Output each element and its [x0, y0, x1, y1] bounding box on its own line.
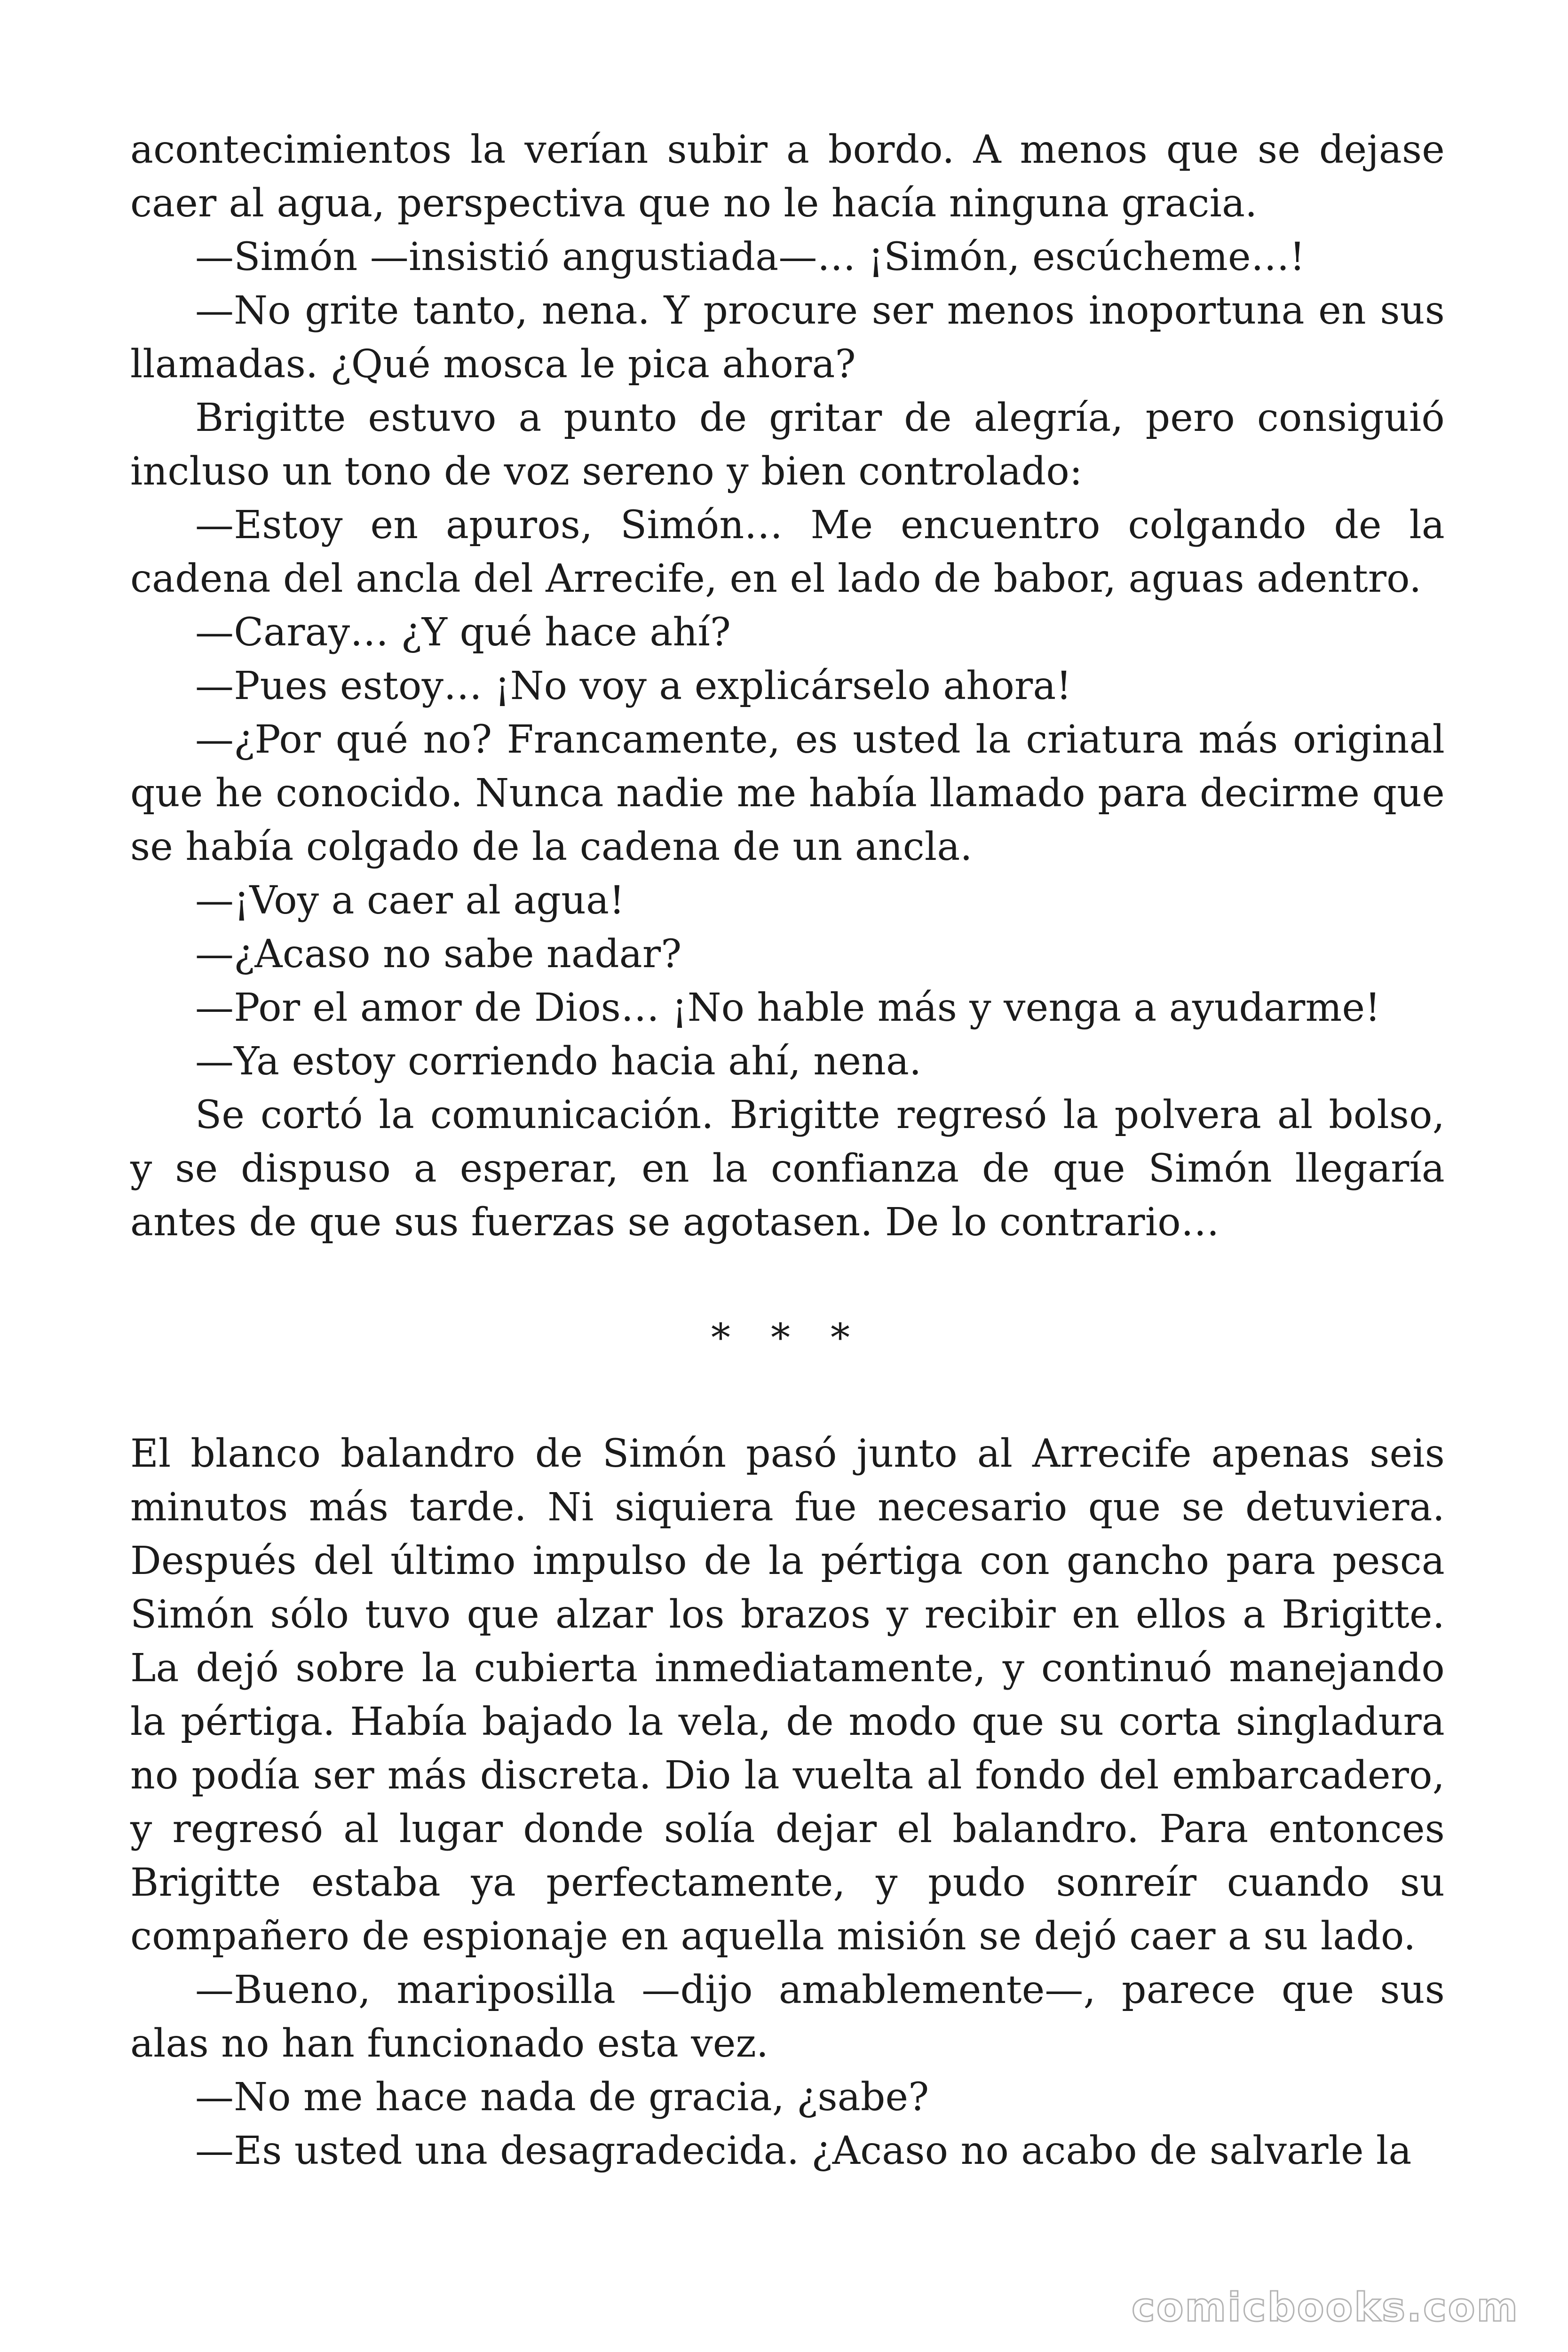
dialogue-line: —Bueno, mariposilla —dijo amablemente—, parece que sus alas no han funcionado esta vez.	[130, 1968, 1445, 2066]
page-body	[130, 123, 1445, 2178]
dialogue-line: —¡Voy a caer al agua!	[195, 878, 625, 923]
paragraph: Se cortó la comunicación. Brigitte regresó la polvera al bolso, y se dispuso a esperar, en la confianza de que Simón llegaría antes de que sus fuerzas se agotasen. De lo contrario…	[130, 1093, 1445, 1245]
dialogue-line: —Caray… ¿Y qué hace ahí?	[195, 610, 731, 655]
dialogue-line: —¿Acaso no sabe nadar?	[195, 932, 682, 977]
dialogue-line: —Estoy en apuros, Simón… Me encuentro colgando de la cadena del ancla del Arrecife, en el lado de babor, aguas adentro.	[130, 503, 1445, 601]
dialogue-line: —Pues estoy… ¡No voy a explicárselo ahora!	[195, 664, 1072, 708]
dialogue-line: —Simón —insistió angustiada—… ¡Simón, escúcheme…!	[195, 235, 1306, 279]
dialogue-line: —¿Por qué no? Francamente, es usted la criatura más original que he conocido. Nunca nadie me había llamado para decirme que se había colgado de la cadena de un ancla.	[130, 717, 1445, 869]
watermark: comicbooks.com	[1132, 2284, 1519, 2330]
dialogue-line: —Por el amor de Dios… ¡No hable más y venga a ayudarme!	[195, 985, 1381, 1030]
section-break: * * *	[711, 1316, 864, 1360]
dialogue-line: —Ya estoy corriendo hacia ahí, nena.	[195, 1039, 922, 1084]
paragraph: acontecimientos la verían subir a bordo. A menos que se dejase caer al agua, perspectiva que no le hacía ninguna gracia.	[130, 127, 1445, 226]
paragraph: Brigitte estuvo a punto de gritar de alegría, pero consiguió incluso un tono de voz sereno y bien controlado:	[130, 396, 1445, 494]
paragraph: El blanco balandro de Simón pasó junto al Arrecife apenas seis minutos más tarde. Ni siquiera fue necesario que se detuviera. Después del último impulso de la pértiga con gancho para pesca Simón sólo tuvo que alzar los brazos y recibir en ellos a Brigitte. La dejó sobre la cubierta inmediatamente, y continuó manejando la pértiga. Había bajado la vela, de modo que su corta singladura no podía ser más discreta. Dio la vuelta al fondo del embarcadero, y regresó al lugar donde solía dejar el balandro. Para entonces Brigitte estaba ya perfectamente, y pudo sonreír cuando su compañero de espionaje en aquella misión se dejó caer a su lado.	[130, 1431, 1445, 1959]
dialogue-line: —No grite tanto, nena. Y procure ser menos inoportuna en sus llamadas. ¿Qué mosca le pica ahora?	[130, 288, 1445, 387]
dialogue-line: —No me hace nada de gracia, ¿sabe?	[195, 2075, 929, 2120]
dialogue-line: —Es usted una desagradecida. ¿Acaso no acabo de salvarle la	[195, 2129, 1412, 2173]
